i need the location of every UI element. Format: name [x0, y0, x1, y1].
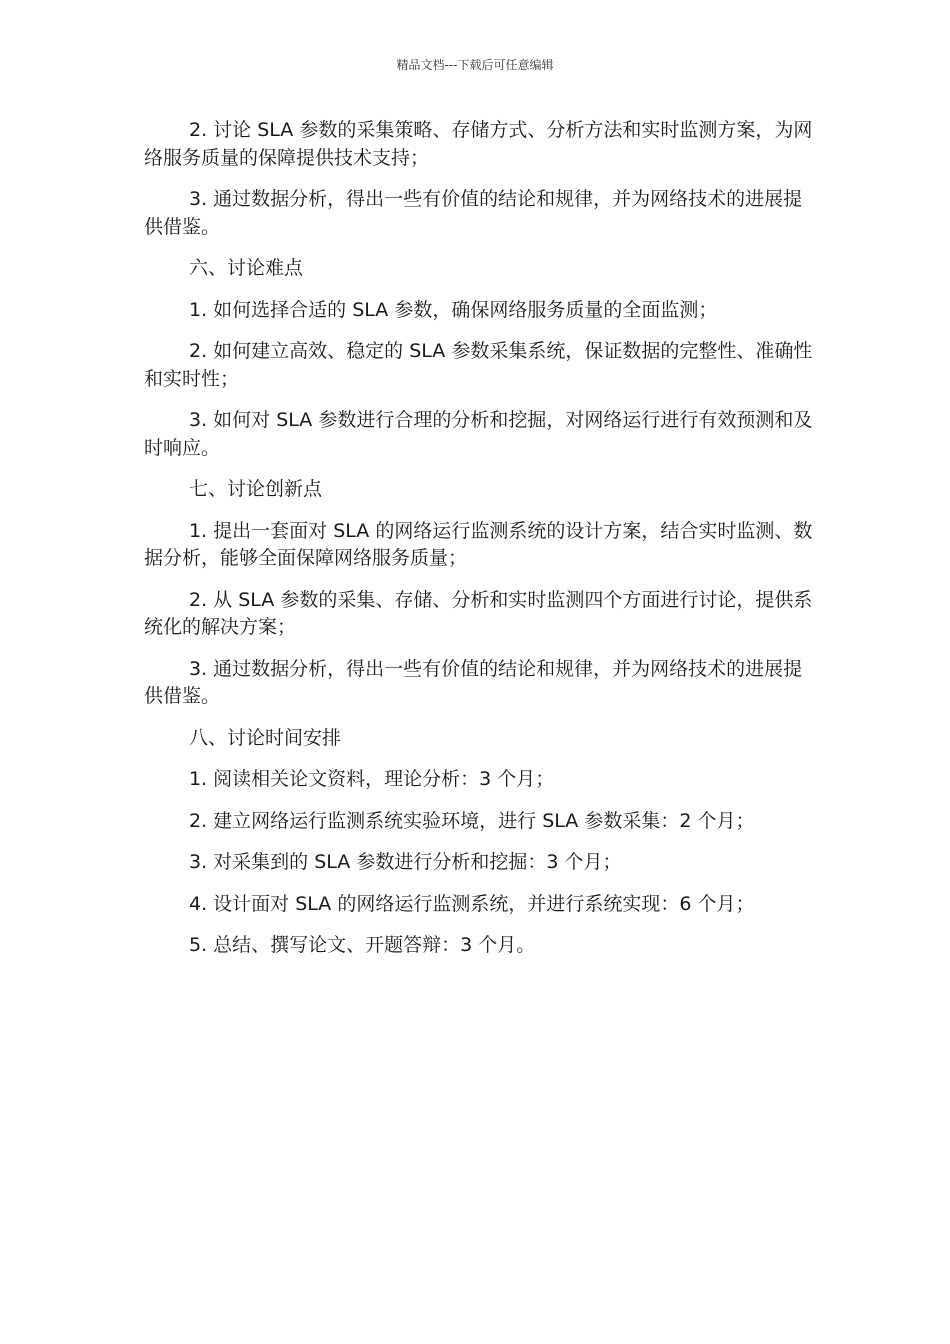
- document-body: [144, 117, 816, 974]
- paragraph-schedule-2: 2. 建立网络运行监测系统实验环境，进行 SLA 参数采集：2 个月；: [189, 809, 755, 832]
- paragraph-schedule-1: 1. 阅读相关论文资料，理论分析：3 个月；: [189, 768, 555, 790]
- paragraph-goal-2: 2. 讨论 SLA 参数的采集策略、存储方式、分析方法和实时监测方案，为网络服务质量的保障提供技术支持；: [144, 119, 813, 169]
- section-heading-innovations: 七、讨论创新点: [189, 478, 323, 500]
- section-heading-schedule: 八、讨论时间安排: [189, 726, 342, 749]
- paragraph-difficulty-1: 1. 如何选择合适的 SLA 参数，确保网络服务质量的全面监测；: [189, 298, 718, 321]
- section-heading-difficulties: 六、讨论难点: [189, 257, 304, 279]
- paragraph-goal-3: 3. 通过数据分析，得出一些有价值的结论和规律，并为网络技术的进展提供借鉴。: [144, 188, 803, 238]
- paragraph-innovation-1: 1. 提出一套面对 SLA 的网络运行监测系统的设计方案，结合实时监测、数据分析，能够全面保障网络服务质量；: [144, 519, 813, 569]
- paragraph-innovation-3: 3. 通过数据分析，得出一些有价值的结论和规律，并为网络技术的进展提供借鉴。: [144, 657, 803, 707]
- paragraph-innovation-2: 2. 从 SLA 参数的采集、存储、分析和实时监测四个方面进行讨论，提供系统化的解决方案；: [144, 588, 813, 638]
- paragraph-schedule-4: 4. 设计面对 SLA 的网络运行监测系统，并进行系统实现：6 个月；: [189, 892, 755, 915]
- paragraph-difficulty-3: 3. 如何对 SLA 参数进行合理的分析和挖掘，对网络运行进行有效预测和及时响应。: [144, 409, 813, 459]
- paragraph-difficulty-2: 2. 如何建立高效、稳定的 SLA 参数采集系统，保证数据的完整性、准确性和实时性；: [144, 340, 813, 390]
- paragraph-schedule-3: 3. 对采集到的 SLA 参数进行分析和挖掘：3 个月；: [189, 851, 622, 873]
- page-header: 精品文档---下载后可任意编辑: [396, 58, 554, 72]
- paragraph-schedule-5: 5. 总结、撰写论文、开题答辩：3 个月。: [189, 934, 536, 956]
